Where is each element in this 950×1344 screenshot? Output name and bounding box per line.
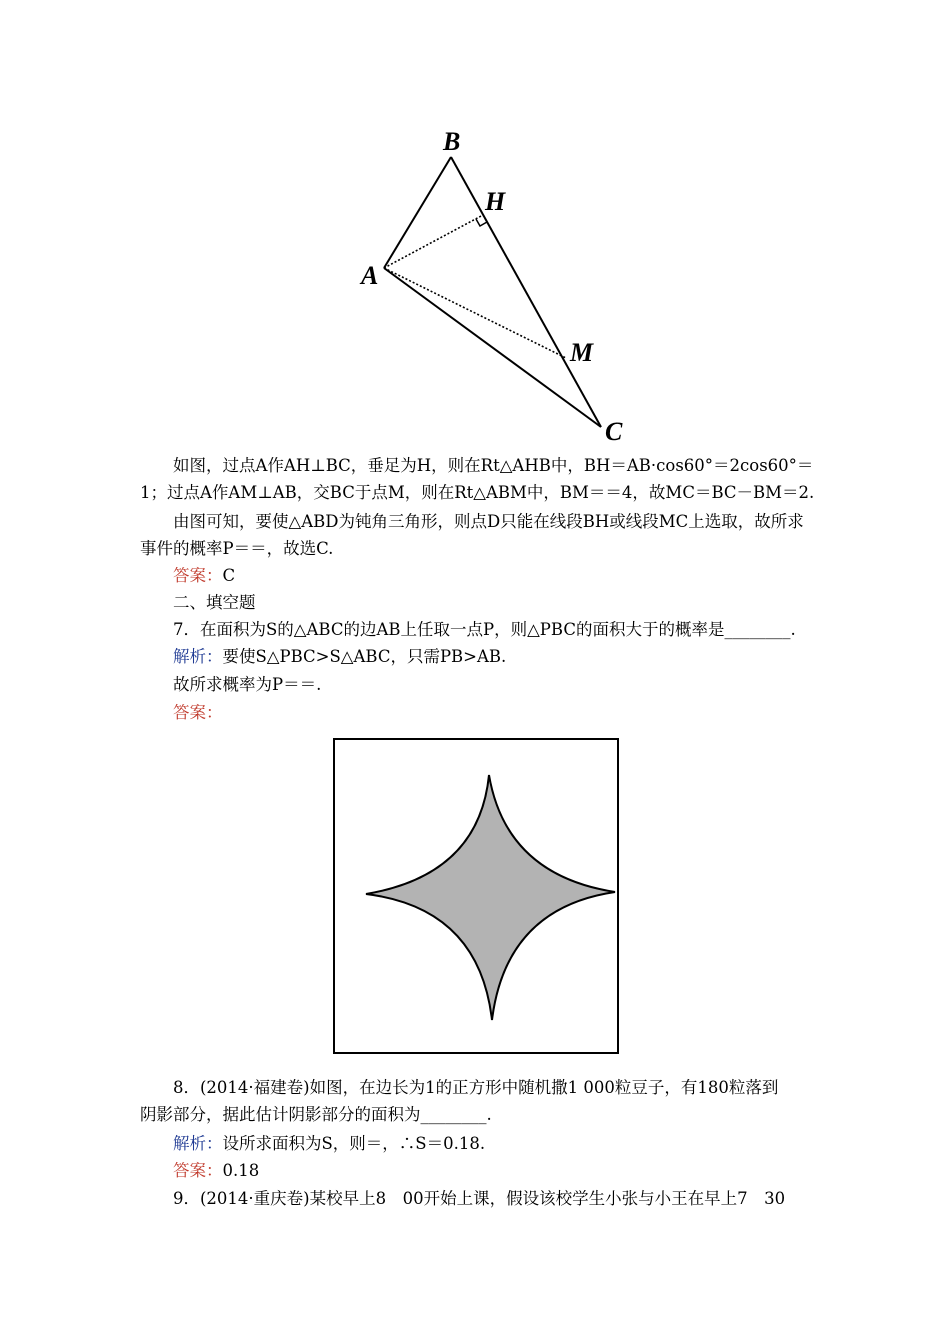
answer-label: 答案： bbox=[173, 566, 223, 585]
side-AC bbox=[384, 268, 601, 427]
q7-answer-label: 答案： bbox=[173, 703, 223, 722]
q8-analysis bbox=[173, 1133, 485, 1155]
q7-conclusion: 故所求概率为P＝＝. bbox=[173, 675, 322, 694]
triangle-figure bbox=[340, 120, 640, 450]
answer-label: 答案： bbox=[173, 1161, 223, 1180]
answer-value: 0.18 bbox=[222, 1161, 260, 1180]
side-AB bbox=[384, 157, 451, 268]
solution-line-2: 1；过点A作AM⊥AB，交BC于点M，则在Rt△ABM中，BM＝＝4，故MC＝BC－BM＝2. bbox=[140, 483, 815, 502]
analysis-label: 解析： bbox=[173, 647, 223, 666]
question-8-line-1: 8．(2014·福建卷)如图，在边长为1的正方形中随机撒1 000粒豆子，有180粒落到 bbox=[173, 1078, 779, 1097]
label-C: C bbox=[605, 417, 623, 446]
label-M: M bbox=[570, 338, 594, 367]
analysis-text: 要使S△PBC>S△ABC，只需PB>AB. bbox=[222, 647, 507, 666]
square-figure bbox=[330, 735, 622, 1057]
solution-line-4: 事件的概率P＝＝，故选C. bbox=[140, 539, 334, 558]
side-BC bbox=[451, 157, 601, 427]
question-8-line-2: 阴影部分，据此估计阴影部分的面积为________. bbox=[140, 1105, 492, 1124]
label-A: A bbox=[361, 261, 379, 290]
answer-value: C bbox=[222, 566, 236, 585]
question-7: 7．在面积为S的△ABC的边AB上任取一点P，则△PBC的面积大于的概率是________. bbox=[173, 620, 796, 639]
analysis-label: 解析： bbox=[173, 1134, 223, 1153]
q7-analysis bbox=[173, 646, 506, 668]
solution-line-3: 由图可知，要使△ABD为钝角三角形，则点D只能在线段BH或线段MC上选取，故所求 bbox=[173, 512, 804, 531]
analysis-text: 设所求面积为S，则＝，∴S＝0.18. bbox=[222, 1134, 486, 1153]
label-H: H bbox=[485, 187, 506, 216]
q8-answer bbox=[173, 1160, 259, 1182]
question-9-line-1: 9．(2014·重庆卷)某校早上8 00开始上课，假设该校学生小张与小王在早上7 30 bbox=[173, 1189, 786, 1208]
solution-line-1: 如图，过点A作AH⊥BC，垂足为H，则在Rt△AHB中，BH＝AB·cos60°＝2cos60°＝ bbox=[173, 456, 814, 475]
answer-6 bbox=[173, 565, 235, 587]
label-B: B bbox=[443, 127, 461, 156]
section-heading: 二、填空题 bbox=[173, 593, 256, 612]
